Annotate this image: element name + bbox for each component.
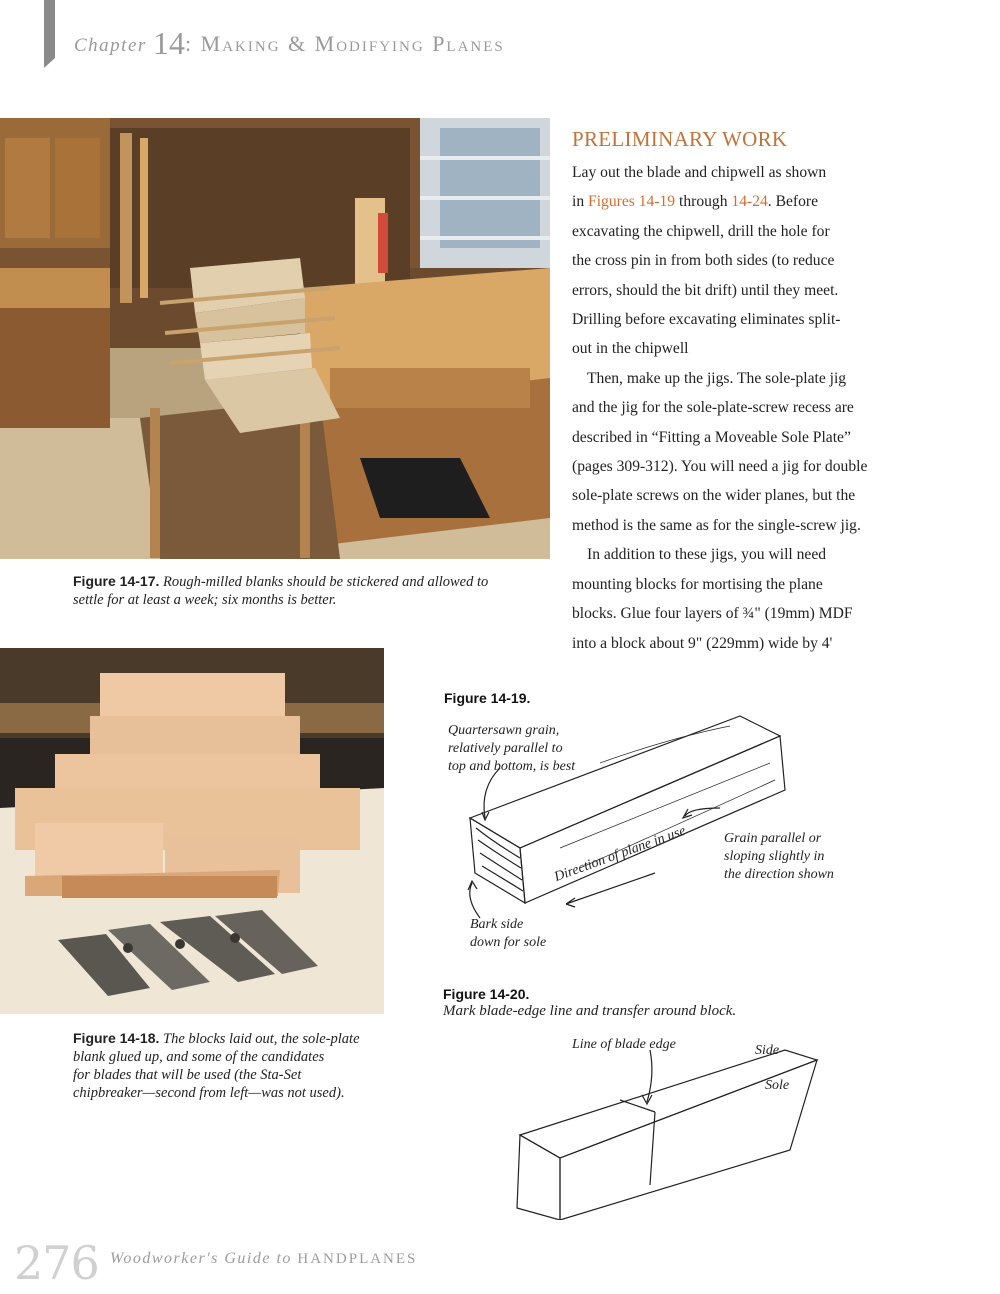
caption-figure-14-18 [73,1029,393,1102]
body-line: in Figures 14-19 through 14-24. Before [572,193,819,211]
body-line: In addition to these jigs, you will need [587,546,827,564]
page-number: 276 [14,1236,99,1290]
figure-label: Figure 14-17. [73,573,160,589]
photo-workshop-blanks [0,118,550,559]
note-sole: Sole [765,1078,790,1093]
caption-text-line2: settle for at least a week; six months is better. [73,592,337,608]
caption-text-line: blank glued up, and some of the candidates [73,1049,325,1065]
body-line: blocks. Glue four layers of ¾" (19mm) MDF [572,605,853,623]
drawing-figure-14-20 [505,1040,845,1220]
body-line: described in “Fitting a Moveable Sole Plate” [572,428,851,446]
note-bark-side: Bark side down for sole [470,917,547,950]
body-line: and the jig for the sole-plate-screw recess are [572,399,854,417]
caption-text-line: chipbreaker—second from left—was not used). [73,1085,345,1101]
chapter-title: : Making & Modifying Planes [185,31,505,56]
caption-text-line: for blades that will be used (the Sta-Set [73,1067,302,1083]
caption-text: The blocks laid out, the sole-plate [159,1031,360,1047]
body-line: into a block about 9" (229mm) wide by 4' [572,634,833,652]
body-line: excavating the chipwell, drill the hole for [572,222,830,240]
figure-label: Figure 14-18. [73,1030,160,1046]
photo-blocks-and-blades [0,648,384,1014]
figure-14-20-subtitle: Mark blade-edge line and transfer around block. [443,1003,737,1019]
note-grain-parallel: Grain parallel or sloping slightly in the direction shown [724,831,834,882]
book-title-italic: Woodworker's Guide to [110,1250,292,1267]
caption-text: Rough-milled blanks should be stickered and allowed to [159,574,489,590]
figure-reference-link[interactable]: Figures 14-19 [588,193,676,211]
chapter-tab-marker [44,0,55,58]
book-title-caps: HANDPLANES [297,1251,418,1267]
caption-figure-14-17 [73,572,543,609]
body-line: Then, make up the jigs. The sole-plate jig [587,369,847,387]
body-line: sole-plate screws on the wider planes, but the [572,487,856,505]
section-heading: PRELIMINARY WORK [572,127,788,151]
body-line: method is the same as for the single-screw jig. [572,516,861,534]
body-line: mounting blocks for mortising the plane [572,575,823,593]
running-head [74,22,505,59]
book-title [110,1250,417,1268]
chapter-word: Chapter [74,35,147,56]
body-line: (pages 309-312). You will need a jig for double [572,458,868,476]
body-line: out in the chipwell [572,340,689,358]
body-line: Drilling before excavating eliminates split- [572,311,841,329]
body-line: Lay out the blade and chipwell as shown [572,164,827,181]
figure-14-20-label: Figure 14-20. [443,986,530,1002]
figure-reference-link[interactable]: 14-24 [731,193,768,211]
note-blade-edge: Line of blade edge [572,1037,676,1052]
chapter-number: 14 [153,25,186,61]
body-text [572,158,884,658]
figure-14-19-label: Figure 14-19. [444,690,531,706]
body-line: the cross pin in from both sides (to reduce [572,252,835,270]
body-line: errors, should the bit drift) until they meet. [572,281,839,299]
note-plane-direction: Direction of plane in use [552,823,688,886]
note-side: Side [755,1043,780,1058]
note-quartersawn-grain: Quartersawn grain, relatively parallel to top and bottom, is best [448,723,576,774]
